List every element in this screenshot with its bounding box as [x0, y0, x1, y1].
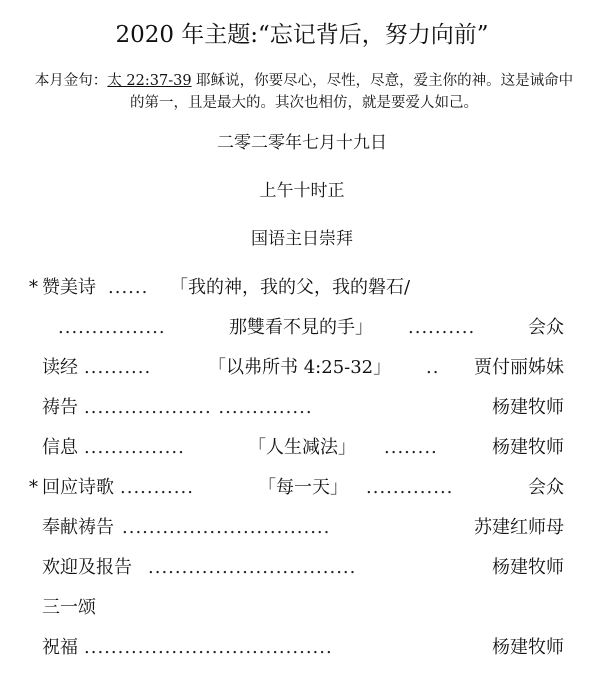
leader-name: 会众: [528, 317, 564, 338]
item-label: 读经: [42, 357, 78, 378]
program-row-reading: [0, 348, 604, 388]
standing-marker: *: [29, 477, 38, 498]
leader-name: 苏建红师母: [474, 517, 564, 538]
dot-leader: ..........: [408, 317, 476, 338]
dot-leader: ........: [384, 437, 438, 458]
program-row-doxology: [0, 588, 604, 628]
dot-leader: ......: [108, 277, 149, 298]
item-label: 祷告: [42, 397, 78, 418]
leader-name: 杨建牧师: [492, 397, 564, 418]
item-label: 信息: [42, 437, 78, 458]
dot-leader: ...........: [120, 477, 194, 498]
item-label: 三一颂: [42, 597, 96, 618]
service-time: 上午十时正: [259, 181, 345, 201]
item-label: 赞美诗: [42, 277, 96, 298]
dot-leader: ...............: [84, 437, 185, 458]
leader-name: 贾付丽姊妹: [474, 357, 564, 378]
dot-leader: .....................................: [84, 637, 333, 658]
program-row-benediction: [0, 628, 604, 668]
dot-leader: ..: [426, 357, 440, 378]
dot-leader: ................... ..............: [84, 397, 313, 418]
response-hymn-title: 「每一天」: [258, 477, 348, 498]
program-row-offering: [0, 508, 604, 548]
leader-name: 杨建牧师: [492, 437, 564, 458]
item-label: 回应诗歌: [42, 477, 114, 498]
dot-leader: ...............................: [122, 517, 331, 538]
service-name: 国语主日崇拜: [251, 229, 353, 249]
year-theme-title: 2020 年主题:“忘记背后，努力向前”: [115, 22, 489, 48]
standing-marker: *: [29, 277, 38, 298]
leader-name: 会众: [528, 477, 564, 498]
sermon-title: 「人生减法」: [248, 437, 356, 458]
item-label: 奉献祷告: [42, 517, 114, 538]
item-label: 祝福: [42, 637, 78, 658]
leader-name: 杨建牧师: [492, 557, 564, 578]
program-row-praise: [0, 268, 604, 308]
program-row-welcome: [0, 548, 604, 588]
service-date: 二零二零年七月十九日: [217, 133, 387, 153]
program-row-response: [0, 468, 604, 508]
program-row-praise-continued: [0, 308, 604, 348]
leader-name: 杨建牧师: [492, 637, 564, 658]
golden-verse-text: 耶稣说，你要尽心，尽性，尽意，爱主你的神。这是诫命中的第一，且是最大的。其次也相仿，就是要爱人如己。: [130, 73, 574, 111]
golden-verse-prefix: 本月金句：: [34, 73, 108, 89]
scripture-title: 「以弗所书 4:25-32」: [208, 357, 392, 378]
dot-leader: .............: [366, 477, 454, 498]
hymn-title: 「我的神，我的父，我的磐石/: [170, 277, 411, 298]
dot-leader: ................: [58, 317, 166, 338]
program-row-message: [0, 428, 604, 468]
dot-leader: ..........: [84, 357, 152, 378]
monthly-golden-verse: [30, 70, 578, 114]
hymn-title-continued: 那雙看不見的手」: [229, 317, 373, 338]
golden-verse-reference-link[interactable]: 太 22:37-39: [107, 73, 192, 89]
item-label: 欢迎及报告: [42, 557, 132, 578]
dot-leader: ...............................: [148, 557, 357, 578]
program-row-prayer: [0, 388, 604, 428]
